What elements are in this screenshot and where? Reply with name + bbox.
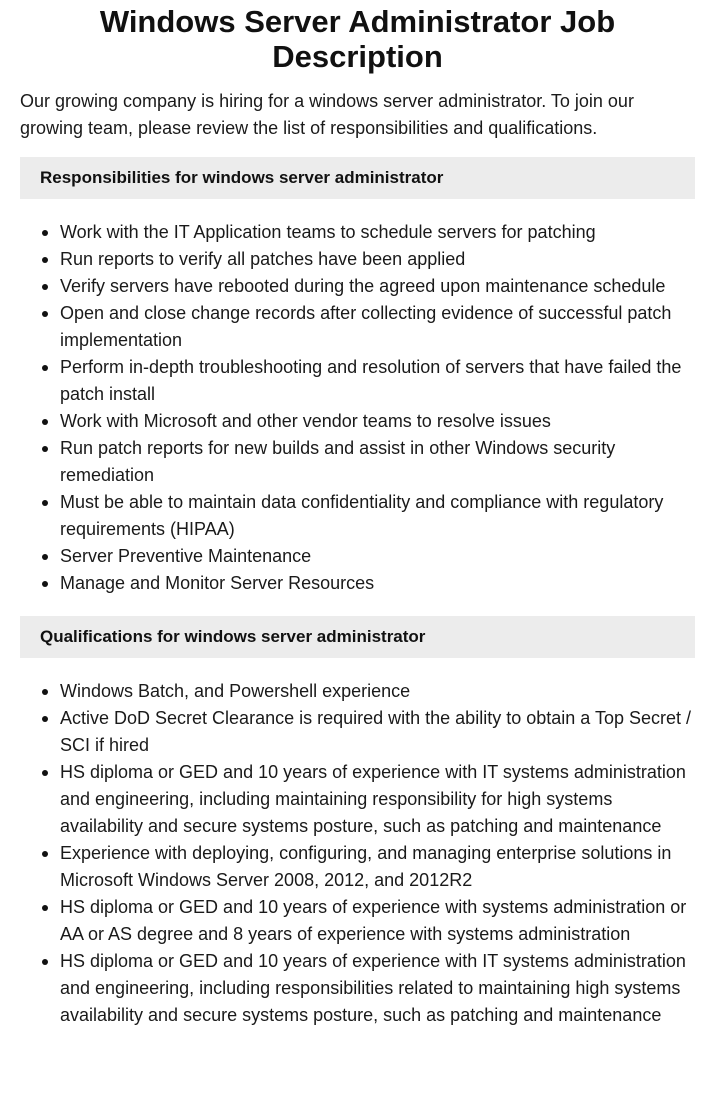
list-item-text: HS diploma or GED and 10 years of experience with systems administration or AA or AS degree and 8 years of experience with systems administration — [60, 897, 687, 944]
bullet-icon — [42, 581, 48, 587]
list-item-text: HS diploma or GED and 10 years of experience with IT systems administration and engineering, including responsibilities related to maintaining high systems availability and secure systems posture, such as patching and maintenance — [60, 951, 686, 1025]
list-item — [20, 408, 695, 435]
list-item-text: Work with Microsoft and other vendor teams to resolve issues — [60, 411, 551, 431]
qualifications-heading: Qualifications for windows server administrator — [20, 616, 695, 658]
list-item — [20, 273, 695, 300]
bullet-icon — [42, 770, 48, 776]
list-item — [20, 219, 695, 246]
list-item-text: Active DoD Secret Clearance is required with the ability to obtain a Top Secret / SCI if hired — [60, 708, 691, 755]
list-item-text: Manage and Monitor Server Resources — [60, 573, 375, 593]
list-item — [20, 300, 695, 354]
responsibilities-heading: Responsibilities for windows server administrator — [20, 157, 695, 199]
list-item — [20, 948, 695, 1029]
list-item-text: Server Preventive Maintenance — [60, 546, 312, 566]
bullet-icon — [42, 959, 48, 965]
list-item-text: HS diploma or GED and 10 years of experience with IT systems administration and engineering, including maintaining responsibility for high systems availability and secure systems posture, such as patching and maintenance — [60, 762, 686, 836]
bullet-icon — [42, 905, 48, 911]
list-item — [20, 840, 695, 894]
list-item-text: Perform in-depth troubleshooting and resolution of servers that have failed the patch install — [60, 357, 682, 404]
bullet-icon — [42, 365, 48, 371]
list-item-text: Verify servers have rebooted during the agreed upon maintenance schedule — [60, 276, 666, 296]
list-item — [20, 246, 695, 273]
list-item — [20, 678, 695, 705]
list-item-text: Run patch reports for new builds and assist in other Windows security remediation — [60, 438, 616, 485]
bullet-icon — [42, 500, 48, 506]
list-item — [20, 570, 695, 597]
list-item — [20, 894, 695, 948]
bullet-icon — [42, 554, 48, 560]
bullet-icon — [42, 446, 48, 452]
intro-paragraph: Our growing company is hiring for a windows server administrator. To join our growing team, please review the list of responsibilities and qualifications. — [20, 91, 634, 138]
job-description-page — [20, 0, 695, 1029]
bullet-icon — [42, 257, 48, 263]
list-item-text: Experience with deploying, configuring, and managing enterprise solutions in Microsoft Windows Server 2008, 2012, and 2012R2 — [60, 843, 672, 890]
bullet-icon — [42, 284, 48, 290]
list-item — [20, 705, 695, 759]
list-item — [20, 489, 695, 543]
list-item — [20, 435, 695, 489]
bullet-icon — [42, 419, 48, 425]
page-title: Windows Server Administrator Job Description — [99, 4, 616, 74]
list-item-text: Windows Batch, and Powershell experience — [60, 681, 411, 701]
qualifications-list — [20, 678, 695, 1029]
bullet-icon — [42, 851, 48, 857]
list-item-text: Must be able to maintain data confidentiality and compliance with regulatory requirements (HIPAA) — [60, 492, 664, 539]
bullet-icon — [42, 689, 48, 695]
list-item — [20, 759, 695, 840]
list-item — [20, 543, 695, 570]
bullet-icon — [42, 230, 48, 236]
list-item-text: Open and close change records after collecting evidence of successful patch implementation — [60, 303, 672, 350]
bullet-icon — [42, 716, 48, 722]
responsibilities-list — [20, 219, 695, 597]
bullet-icon — [42, 311, 48, 317]
list-item — [20, 354, 695, 408]
list-item-text: Work with the IT Application teams to schedule servers for patching — [60, 222, 596, 242]
list-item-text: Run reports to verify all patches have been applied — [60, 249, 466, 269]
